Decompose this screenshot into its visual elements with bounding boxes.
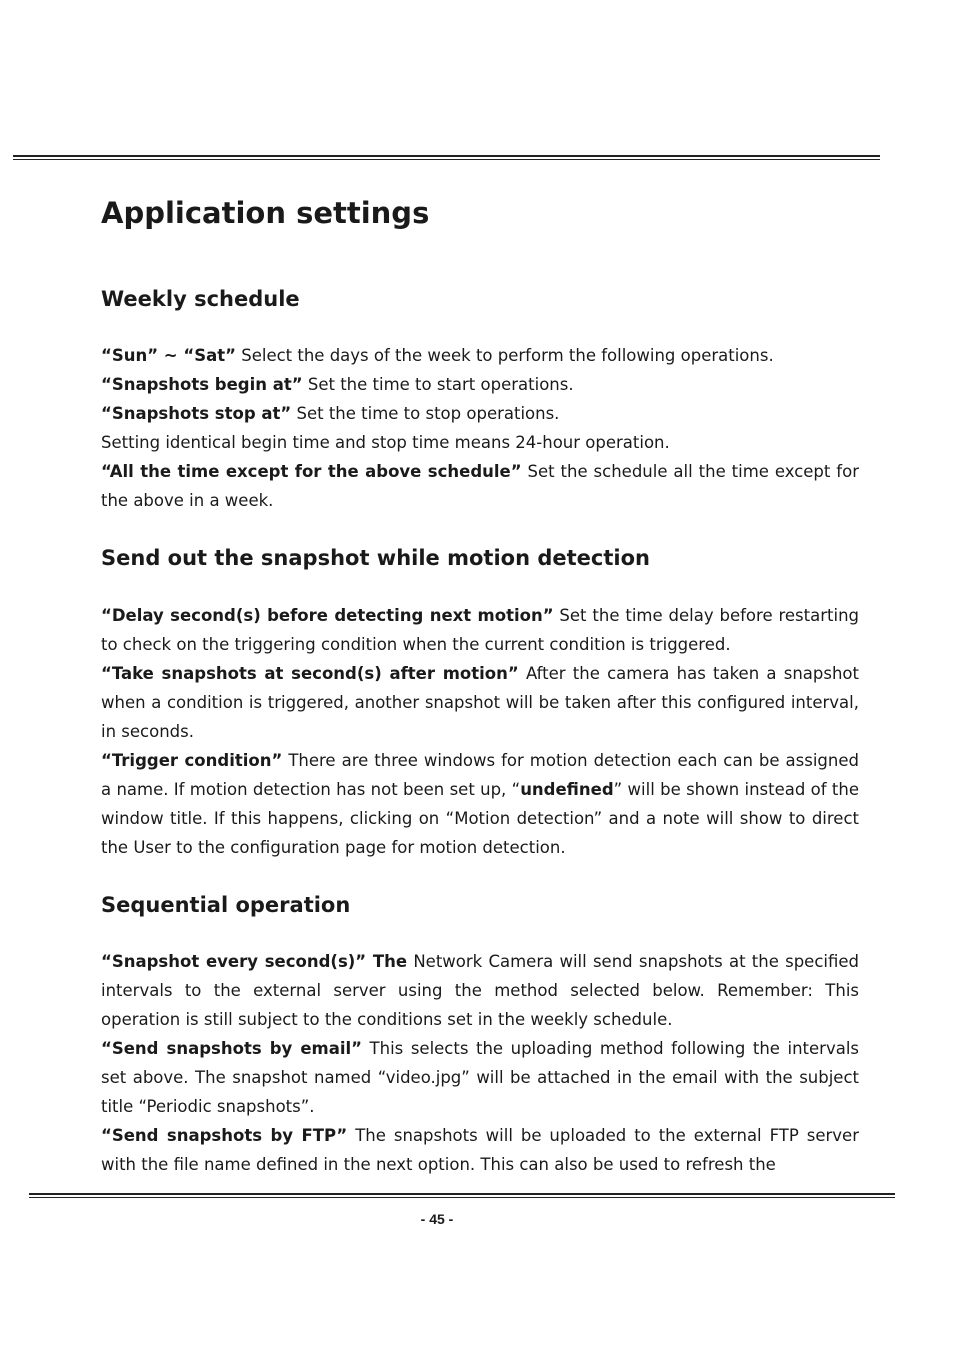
description: Set the schedule all the time except for the above in a week. [101, 462, 859, 510]
paragraph [101, 1121, 859, 1179]
paragraph [101, 341, 859, 370]
term-undefined: undefined [520, 780, 614, 799]
sequential-operation-body [101, 947, 859, 1179]
weekly-schedule-body [101, 341, 859, 515]
footer-rule [29, 1193, 895, 1198]
paragraph [101, 601, 859, 659]
paragraph: Setting identical begin time and stop time means 24-hour operation. [101, 433, 670, 452]
motion-detection-body [101, 601, 859, 862]
section-heading-motion-detection: Send out the snapshot while motion detection [101, 546, 650, 570]
paragraph [101, 659, 859, 746]
description: Set the time to start operations. [302, 375, 574, 394]
description: Set the time to stop operations. [291, 404, 560, 423]
paragraph [101, 1034, 859, 1121]
header-rule [13, 155, 880, 160]
term-snapshots-begin: “Snapshots begin at” [101, 375, 303, 394]
page-number: - 45 - [420, 1211, 454, 1227]
term-take-snapshots: “Take snapshots at second(s) after motion” [101, 664, 519, 683]
description: Set the time delay before restarting to check on the triggering condition when the current condition is triggered. [101, 606, 859, 654]
description: There are three windows for motion detection each can be assigned a name. If motion detection has not been set up, “ [101, 751, 859, 799]
term-snapshot-every: “Snapshot every second(s)” The [101, 952, 408, 971]
paragraph [101, 399, 859, 428]
term-trigger-condition: “Trigger condition” [101, 751, 283, 770]
term-send-by-ftp: “Send snapshots by FTP” [101, 1126, 348, 1145]
description: Network Camera will send snapshots at the specified intervals to the external server using the method selected below. Remember: This operation is still subject to the conditions set in the weekly schedule. [101, 952, 859, 1029]
term-snapshots-stop: “Snapshots stop at” [101, 404, 292, 423]
paragraph [101, 370, 859, 399]
description: Select the days of the week to perform the following operations. [235, 346, 774, 365]
page-title: Application settings [101, 196, 430, 230]
description: This selects the uploading method following the intervals set above. The snapshot named “video.jpg” will be attached in the email with the subject title “Periodic snapshots”. [101, 1039, 859, 1116]
term-send-by-email: “Send snapshots by email” [101, 1039, 362, 1058]
description: The snapshots will be uploaded to the external FTP server with the file name defined in the next option. This can also be used to refresh the [101, 1126, 859, 1174]
paragraph [101, 947, 859, 1034]
term-delay-seconds: “Delay second(s) before detecting next motion” [101, 606, 554, 625]
description: ” will be shown instead of the window title. If this happens, clicking on “Motion detection” and a note will show to direct the User to the configuration page for motion detection. [101, 780, 859, 857]
paragraph [101, 746, 859, 862]
term-all-the-time: “All the time except for the above schedule” [101, 462, 522, 481]
section-heading-weekly-schedule: Weekly schedule [101, 287, 300, 311]
paragraph [101, 457, 859, 515]
term-sun-sat: “Sun” ~ “Sat” [101, 346, 236, 365]
description: After the camera has taken a snapshot when a condition is triggered, another snapshot will be taken after this configured interval, in seconds. [101, 664, 859, 741]
section-heading-sequential-operation: Sequential operation [101, 893, 351, 917]
